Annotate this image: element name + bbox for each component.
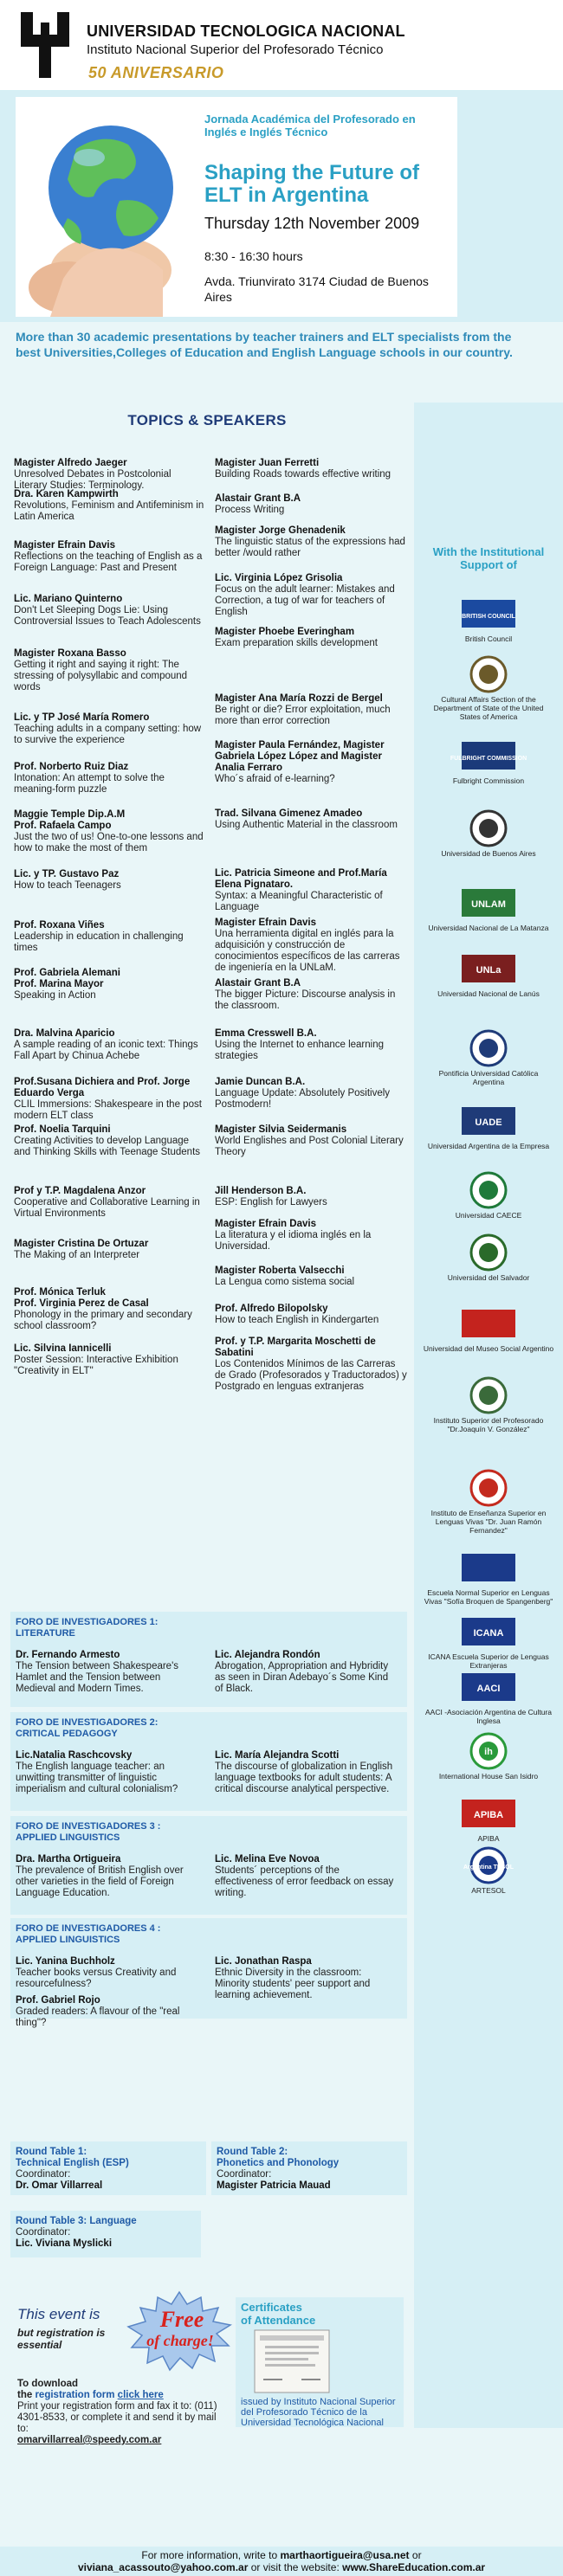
- supporter-item: [414, 1376, 563, 1433]
- download-instructions: Print your registration form and fax it to: (011) 4301-8533, or complete it and send it by mail to:: [17, 2401, 217, 2434]
- speaker-topic: Speaking in Action: [14, 990, 96, 1001]
- download-the: the: [17, 2390, 33, 2400]
- speaker-topic: Syntax: a Meaningful Characteristic of Language: [215, 891, 383, 912]
- supporter-item: [414, 1233, 563, 1282]
- supporter-caption: Universidad Nacional de Lanús: [437, 989, 540, 998]
- forum-speaker-topic: The Tension between Shakespeare's Hamlet and the Tension between Medieval and Modern Times.: [16, 1661, 179, 1694]
- speaker-name: Magister Efrain Davis: [14, 540, 115, 551]
- speaker-topic: Just the two of us! One-to-one lessons and how to make the most of them: [14, 832, 204, 853]
- download-block: [17, 2379, 225, 2446]
- burst-charge-text: of charge!: [146, 2332, 214, 2349]
- speaker-item: [14, 762, 206, 795]
- support-column: [414, 402, 563, 2428]
- support-title: With the Institutional Support of: [432, 545, 545, 571]
- speaker-topic: Process Writing: [215, 505, 285, 515]
- speaker-topic: World Englishes and Post Colonial Literary Theory: [215, 1136, 404, 1157]
- supporter-caption: APIBA: [477, 1834, 500, 1843]
- speaker-name: Magister Roberta Valsecchi: [215, 1265, 345, 1276]
- speaker-item: [215, 808, 407, 831]
- supporter-logo: [458, 655, 519, 693]
- forum-speaker-topic: The English language teacher: an unwitting transmitter of linguistic imperialism and cultural colonialism?: [16, 1761, 178, 1794]
- speaker-item: [215, 918, 407, 974]
- certificate-box: [236, 2297, 404, 2427]
- speaker-topic: Teaching adults in a company setting: how to survive the experience: [14, 724, 202, 745]
- forum-speaker-topic: The prevalence of British English over other varieties in the field of Foreign Language Education.: [16, 1865, 184, 1898]
- round-table: [211, 2141, 407, 2195]
- forum-box: [10, 1612, 407, 1707]
- speaker-topic: Phonology in the primary and secondary school classroom?: [14, 1310, 192, 1331]
- speaker-item: [14, 968, 206, 1001]
- supporter-logo: [458, 1304, 519, 1343]
- supporter-caption: Universidad CAECE: [455, 1211, 522, 1220]
- supporter-caption: Universidad Nacional de La Matanza: [428, 924, 549, 932]
- forum-right: [215, 1650, 397, 1695]
- supporter-logo-text: UADE: [475, 1117, 502, 1128]
- speaker-topic: Using Authentic Material in the classroom: [215, 820, 398, 830]
- university-name: UNIVERSIDAD TECNOLOGICA NACIONAL: [87, 23, 405, 40]
- round-table: [10, 2211, 201, 2257]
- free-line2: but registration is essential: [17, 2327, 106, 2351]
- supporter-caption: International House San Isidro: [438, 1772, 539, 1781]
- supporter-caption: Fulbright Commission: [452, 776, 525, 785]
- speaker-name: Magister Jorge Ghenadenik: [215, 525, 346, 536]
- speaker-name: Prof. Norberto Ruiz Diaz: [14, 762, 129, 772]
- free-burst-badge: [123, 2289, 236, 2372]
- speaker-name: Magister Phoebe Everingham: [215, 627, 355, 637]
- footer-or1: or: [411, 2549, 422, 2561]
- forum-heading: FORO DE INVESTIGADORES 2: CRITICAL PEDAGOGY: [16, 1717, 159, 1739]
- supporter-item: [414, 737, 563, 785]
- speaker-item: [14, 540, 206, 574]
- speaker-name: Lic. Patricia Simeone and Prof.María Elena Pignataro.: [215, 868, 387, 890]
- round-coordinator-label: Coordinator:: [217, 2169, 272, 2180]
- burst-free-text: Free: [159, 2307, 204, 2332]
- forum-box: [10, 1816, 407, 1915]
- supporter-logo: [450, 737, 527, 775]
- forum-right: [215, 1750, 397, 1795]
- speaker-item: [215, 1219, 407, 1253]
- free-line1: This event is: [17, 2306, 100, 2322]
- forum-speaker-name: Lic.Natalia Raschcovsky: [16, 1750, 133, 1761]
- speaker-topic: Cooperative and Collaborative Learning in Virtual Environments: [14, 1197, 200, 1219]
- supporter-item: [414, 1668, 563, 1725]
- registration-mail-link[interactable]: omarvillarreal@speedy.com.ar: [17, 2435, 162, 2445]
- forum-speaker-topic: Students´ perceptions of the effectiveness of error feedback on essay writing.: [215, 1865, 394, 1898]
- speaker-item: [14, 1077, 206, 1122]
- speaker-topic: Language Update: Absolutely Positively Postmodern!: [215, 1088, 391, 1110]
- topics-heading: TOPICS & SPEAKERS: [127, 412, 287, 428]
- intro-text: More than 30 academic presentations by teacher trainers and ELT specialists from the best Universities,Colleges of Education and English Language schools in our country.: [16, 330, 513, 359]
- forum-heading: FORO DE INVESTIGADORES 4 : APPLIED LINGUISTICS: [16, 1923, 161, 1945]
- speaker-item: [14, 594, 206, 628]
- speaker-name: Lic. y TP. Gustavo Paz: [14, 869, 120, 879]
- speaker-item: [215, 627, 407, 649]
- supporter-caption: ARTESOL: [471, 1886, 506, 1895]
- round-title: Round Table 2: Phonetics and Phonology: [217, 2147, 340, 2168]
- forum-speaker-name: Dra. Martha Ortigueira: [16, 1854, 121, 1864]
- supporter-item: [414, 1732, 563, 1781]
- supporter-logo-text: FULBRIGHT COMMISSION: [450, 756, 527, 762]
- event-subtitle: Jornada Académica del Profesorado en Inglés e Inglés Técnico: [204, 113, 416, 138]
- speaker-name: Magister Alfredo Jaeger: [14, 458, 127, 468]
- speaker-item: [215, 1077, 407, 1111]
- speaker-topic: The Making of an Interpreter: [14, 1250, 140, 1260]
- speaker-item: [215, 1124, 407, 1158]
- round-table: [10, 2141, 206, 2195]
- speaker-item: [215, 1265, 407, 1288]
- speaker-name: Emma Cresswell B.A.: [215, 1028, 317, 1039]
- speaker-topic: How to teach English in Kindergarten: [215, 1315, 379, 1325]
- supporter-logo-text: ih: [484, 1747, 493, 1757]
- forum-speaker-name: Lic. Melina Eve Novoa: [215, 1854, 320, 1864]
- footer-site[interactable]: www.ShareEducation.com.ar: [342, 2561, 486, 2573]
- speaker-topic: A sample reading of an iconic text: Things Fall Apart by Chinua Achebe: [14, 1040, 198, 1061]
- supporter-logo: [458, 1846, 519, 1884]
- speaker-name: Prof. Mónica Terluk Prof. Virginia Perez de Casal: [14, 1287, 149, 1309]
- registration-form-label: registration form: [35, 2390, 115, 2400]
- speaker-topic: Revolutions, Feminism and Antifeminism in Latin America: [14, 500, 204, 522]
- speaker-item: [215, 525, 407, 559]
- supporter-logo: [458, 884, 519, 922]
- supporter-logo: [458, 1613, 519, 1651]
- speaker-item: [14, 489, 206, 523]
- supporter-logo: [458, 1668, 519, 1706]
- event-title: Shaping the Future of ELT in Argentina: [204, 161, 419, 207]
- forum-speaker-topic: Abrogation, Appropriation and Hybridity as seen in Diran Adebayo´s Some Kind of Black.: [215, 1661, 389, 1694]
- speaker-name: Magister Paula Fernández, Magister Gabriela López López and Magister Analia Ferraro: [215, 740, 385, 773]
- supporter-item: [414, 884, 563, 932]
- supporter-logo-text: AACI: [476, 1684, 501, 1694]
- speaker-name: Lic. y TP José María Romero: [14, 712, 150, 723]
- forum-box: [10, 1918, 407, 2028]
- footer-mail1[interactable]: marthaortigueira@usa.net: [280, 2549, 410, 2561]
- supporter-item: [414, 1794, 563, 1843]
- click-here-link[interactable]: click here: [117, 2390, 164, 2400]
- forum-speaker-topic: Teacher books versus Creativity and resourcefulness?: [16, 1967, 177, 1989]
- forum-speaker-name: Lic. Jonathan Raspa: [215, 1956, 312, 1967]
- speaker-topic: The linguistic status of the expressions had better /would rather: [215, 537, 405, 558]
- speaker-name: Prof. y T.P. Margarita Moschetti de Sabatini: [215, 1336, 376, 1358]
- anniversary-label: 50 ANIVERSARIO: [88, 64, 224, 81]
- supporter-logo: [458, 595, 519, 633]
- speaker-topic: Who´s afraid of e-learning?: [215, 774, 335, 784]
- supporter-caption: Pontificia Universidad Católica Argentina: [438, 1069, 539, 1086]
- institute-name: Instituto Nacional Superior del Profesorado Técnico: [87, 42, 384, 57]
- speaker-item: [14, 1239, 206, 1261]
- forum-right: [215, 1956, 397, 2001]
- speaker-name: Magister Juan Ferretti: [215, 458, 320, 468]
- speaker-name: Prof y T.P. Magdalena Anzor: [14, 1186, 146, 1196]
- supporter-logo: [458, 1233, 519, 1272]
- event-date: Thursday 12th November 2009: [204, 215, 420, 232]
- speaker-name: Magister Cristina De Ortuzar: [14, 1239, 149, 1249]
- speaker-topic: Using the Internet to enhance learning strategies: [215, 1040, 384, 1061]
- speaker-name: Maggie Temple Dip.A.M Prof. Rafaela Campo: [14, 809, 126, 831]
- speaker-topic: Exam preparation skills development: [215, 638, 378, 648]
- speaker-topic: ESP: English for Lawyers: [215, 1197, 327, 1208]
- forum-left: [16, 1854, 197, 1899]
- speaker-name: Lic. Mariano Quinterno: [14, 594, 123, 604]
- supporter-logo-text: UNLAM: [471, 899, 506, 910]
- speaker-name: Magister Roxana Basso: [14, 648, 126, 659]
- speaker-topic: Unresolved Debates in Postcolonial Literary Studies: Terminology.: [14, 469, 171, 491]
- round-coordinator: Magister Patricia Mauad: [217, 2180, 331, 2191]
- speaker-name: Alastair Grant B.A: [215, 493, 301, 504]
- speaker-name: Magister Ana María Rozzi de Bergel: [215, 693, 383, 704]
- supporter-logo: [458, 1794, 519, 1832]
- speaker-item: [14, 712, 206, 746]
- header: [0, 0, 563, 90]
- speaker-topic: How to teach Teenagers: [14, 880, 121, 891]
- supporter-caption: Universidad del Museo Social Argentino: [423, 1344, 554, 1353]
- speaker-item: [14, 869, 206, 892]
- footer-prefix: For more information, write to: [141, 2549, 278, 2561]
- event-place: Avda. Triunvirato 3174 Ciudad de Buenos Aires: [204, 274, 429, 304]
- speaker-name: Prof. Noelia Tarquini: [14, 1124, 111, 1135]
- supporter-item: [414, 595, 563, 643]
- round-coordinator: Lic. Viviana Myslicki: [16, 2238, 113, 2249]
- speaker-name: Prof. Roxana Viñes: [14, 920, 105, 931]
- speaker-item: [215, 978, 407, 1012]
- speaker-name: Jill Henderson B.A.: [215, 1186, 307, 1196]
- supporter-item: [414, 1102, 563, 1150]
- supporter-item: [414, 1613, 563, 1670]
- supporter-logo-text: ICANA: [473, 1628, 504, 1639]
- round-coordinator-label: Coordinator:: [16, 2227, 71, 2238]
- globe-hands-image: [16, 97, 189, 317]
- supporter-logo: [458, 1732, 519, 1770]
- speaker-item: [215, 573, 407, 618]
- round-coordinator: Dr. Omar Villarreal: [16, 2180, 103, 2191]
- supporter-item: [414, 809, 563, 858]
- free-event-box: [10, 2299, 236, 2445]
- speaker-item: [215, 458, 407, 480]
- speaker-name: Jamie Duncan B.A.: [215, 1077, 306, 1087]
- speaker-topic: Los Contenidos Mínimos de las Carreras de Grado (Profesorados y Traductorados) y Postgrado en lenguas extranjeras: [215, 1359, 407, 1392]
- speaker-topic: Don't Let Sleeping Dogs Lie: Using Controversial Issues to Teach Adolescents: [14, 605, 201, 627]
- speaker-topic: Be right or die? Error exploitation, much more than error correction: [215, 705, 391, 726]
- supporter-caption: AACI -Asociación Argentina de Cultura Inglesa: [425, 1708, 552, 1725]
- speaker-item: [14, 920, 206, 954]
- round-coordinator-label: Coordinator:: [16, 2169, 71, 2180]
- supporter-caption: British Council: [464, 634, 513, 643]
- utn-logo: [16, 9, 74, 81]
- forum-speaker-topic: The discourse of globalization in English language textbooks for adult students: A critical discourse analytical perspective.: [215, 1761, 393, 1794]
- forum-heading: FORO DE INVESTIGADORES 3 : APPLIED LINGUISTICS: [16, 1821, 161, 1843]
- supporter-logo: [458, 809, 519, 847]
- supporter-item: [414, 1304, 563, 1353]
- supporter-logo-text: APIBA: [473, 1810, 504, 1820]
- speaker-name: Trad. Silvana Gimenez Amadeo: [215, 808, 363, 819]
- supporter-item: [414, 1029, 563, 1086]
- forum-right: [215, 1854, 397, 1899]
- hero-card: [16, 97, 457, 317]
- supporter-caption: Universidad Argentina de la Empresa: [427, 1142, 550, 1150]
- forum-speaker-name: Dr. Fernando Armesto: [16, 1650, 120, 1660]
- supporter-logo: [458, 1171, 519, 1209]
- supporter-caption: ICANA Escuela Superior de Lenguas Extranjeras: [428, 1652, 549, 1670]
- speaker-topic: Poster Session: Interactive Exhibition "Creativity in ELT": [14, 1355, 178, 1376]
- supporter-logo-text: BRITISH COUNCIL: [462, 614, 515, 620]
- speaker-topic: Getting it right and saying it right: The stressing of polysyllabic and compound words: [14, 660, 188, 692]
- certificate-title: Certificates of Attendance: [241, 2301, 316, 2327]
- speaker-topic: La literatura y el idioma inglés en la Universidad.: [215, 1230, 372, 1252]
- speaker-item: [215, 740, 407, 785]
- speaker-topic: Leadership in education in challenging times: [14, 931, 184, 953]
- round-title: Round Table 3: Language: [16, 2216, 137, 2226]
- forum-speaker-topic: Graded readers: A flavour of the "real thing"?: [16, 2006, 180, 2028]
- speaker-name: Prof. Alfredo Bilopolsky: [215, 1304, 328, 1314]
- forum-speaker-name: Prof. Gabriel Rojo: [16, 1995, 100, 2006]
- speaker-item: [14, 1186, 206, 1220]
- forum-speaker-topic: Ethnic Diversity in the classroom: Minority students' peer support and learning achievement.: [215, 1967, 371, 2000]
- supporter-caption: Instituto de Enseñanza Superior en Lenguas Vivas "Dr. Juan Ramón Fernandez": [430, 1509, 547, 1535]
- supporter-item: [414, 1549, 563, 1606]
- speaker-topic: Building Roads towards effective writing: [215, 469, 392, 480]
- speaker-topic: The bigger Picture: Discourse analysis in the classroom.: [215, 989, 396, 1011]
- speaker-name: Dra. Malvina Aparicio: [14, 1028, 115, 1039]
- supporter-logo: [458, 1029, 519, 1067]
- forum-heading: FORO DE INVESTIGADORES 1: LITERATURE: [16, 1617, 159, 1639]
- speaker-item: [14, 1287, 206, 1332]
- forum-speaker-name: Lic. Yanina Buchholz: [16, 1956, 115, 1967]
- footer-mail2[interactable]: viviana_acassouto@yahoo.com.ar: [77, 2561, 249, 2573]
- speaker-item: [14, 1124, 206, 1158]
- speaker-item: [14, 1028, 206, 1062]
- supporter-logo-text: Argentina TESOL: [463, 1864, 514, 1871]
- supporter-item: [414, 1469, 563, 1535]
- forum-left: [16, 1650, 197, 1695]
- speaker-name: Prof.Susana Dichiera and Prof. Jorge Eduardo Verga: [14, 1077, 191, 1098]
- speaker-topic: Creating Activities to develop Language and Thinking Skills with Teenage Students: [14, 1136, 201, 1157]
- speaker-item: [215, 1028, 407, 1062]
- speaker-item: [14, 1343, 206, 1377]
- speaker-item: [215, 493, 407, 516]
- forum-left: [16, 1956, 197, 2029]
- speaker-item: [215, 693, 407, 727]
- supporter-logo: [458, 1469, 519, 1507]
- speaker-name: Magister Silvia Seidermanis: [215, 1124, 347, 1135]
- download-line: To download: [17, 2379, 79, 2389]
- speaker-topic: Una herramienta digital en inglés para la adquisición y construcción de conocimientos específicos de las carreras de ingeniería en la UNLaM.: [215, 929, 400, 973]
- speaker-topic: Intonation: An attempt to solve the meaning-form puzzle: [14, 773, 165, 795]
- event-time: 8:30 - 16:30 hours: [204, 249, 303, 263]
- supporter-caption: Universidad del Salvador: [447, 1273, 530, 1282]
- footer-or2: or visit the website:: [250, 2561, 340, 2573]
- speaker-item: [215, 1336, 407, 1393]
- speaker-name: Lic. Virginia López Grisolia: [215, 573, 343, 583]
- speaker-name: Dra. Karen Kampwirth: [14, 489, 119, 499]
- supporter-caption: Instituto Superior del Profesorado "Dr.Joaquín V. González": [433, 1416, 544, 1433]
- speaker-name: Magister Efrain Davis: [215, 1219, 316, 1229]
- speaker-item: [215, 1304, 407, 1326]
- speaker-topic: CLIL Immersions: Shakespeare in the post modern ELT class: [14, 1099, 202, 1121]
- speaker-name: Magister Efrain Davis: [215, 918, 316, 928]
- speaker-name: Prof. Gabriela Alemani Prof. Marina Mayor: [14, 968, 120, 989]
- speaker-topic: Focus on the adult learner: Mistakes and Correction, a tug of war for teachers of English: [215, 584, 395, 617]
- supporter-caption: Universidad de Buenos Aires: [441, 849, 536, 858]
- certificate-image: [253, 2328, 331, 2394]
- supporter-logo: [458, 1549, 519, 1587]
- supporter-logo-text: UNLa: [476, 965, 502, 976]
- forum-box: [10, 1712, 407, 1811]
- speaker-item: [14, 809, 206, 854]
- supporter-caption: Escuela Normal Superior en Lenguas Vivas "Sofía Broquen de Spangenberg": [424, 1588, 553, 1606]
- forum-speaker-name: Lic. María Alejandra Scotti: [215, 1750, 340, 1761]
- speaker-item: [215, 868, 407, 913]
- supporter-item: [414, 1171, 563, 1220]
- speaker-name: Lic. Silvina Iannicelli: [14, 1343, 112, 1354]
- speaker-item: [215, 1186, 407, 1208]
- supporter-logo: [458, 1102, 519, 1140]
- speaker-item: [14, 458, 206, 492]
- forum-left: [16, 1750, 197, 1795]
- speaker-topic: La Lengua como sistema social: [215, 1277, 355, 1287]
- footer: [0, 2547, 563, 2576]
- supporter-item: [414, 655, 563, 721]
- supporter-logo: [458, 950, 519, 988]
- speaker-topic: Reflections on the teaching of English as a Foreign Language: Past and Present: [14, 551, 203, 573]
- speaker-name: Alastair Grant B.A: [215, 978, 301, 989]
- forum-speaker-name: Lic. Alejandra Rondón: [215, 1650, 320, 1660]
- supporter-logo: [458, 1376, 519, 1414]
- speaker-item: [14, 648, 206, 693]
- round-title: Round Table 1: Technical English (ESP): [16, 2147, 129, 2168]
- certificate-description: issued by Instituto Nacional Superior del Profesorado Técnico de la Universidad Tecnológica Nacional: [241, 2397, 396, 2428]
- supporter-item: [414, 950, 563, 998]
- supporter-caption: Cultural Affairs Section of the Department of State of the United States of America: [433, 695, 544, 721]
- supporter-item: [414, 1846, 563, 1895]
